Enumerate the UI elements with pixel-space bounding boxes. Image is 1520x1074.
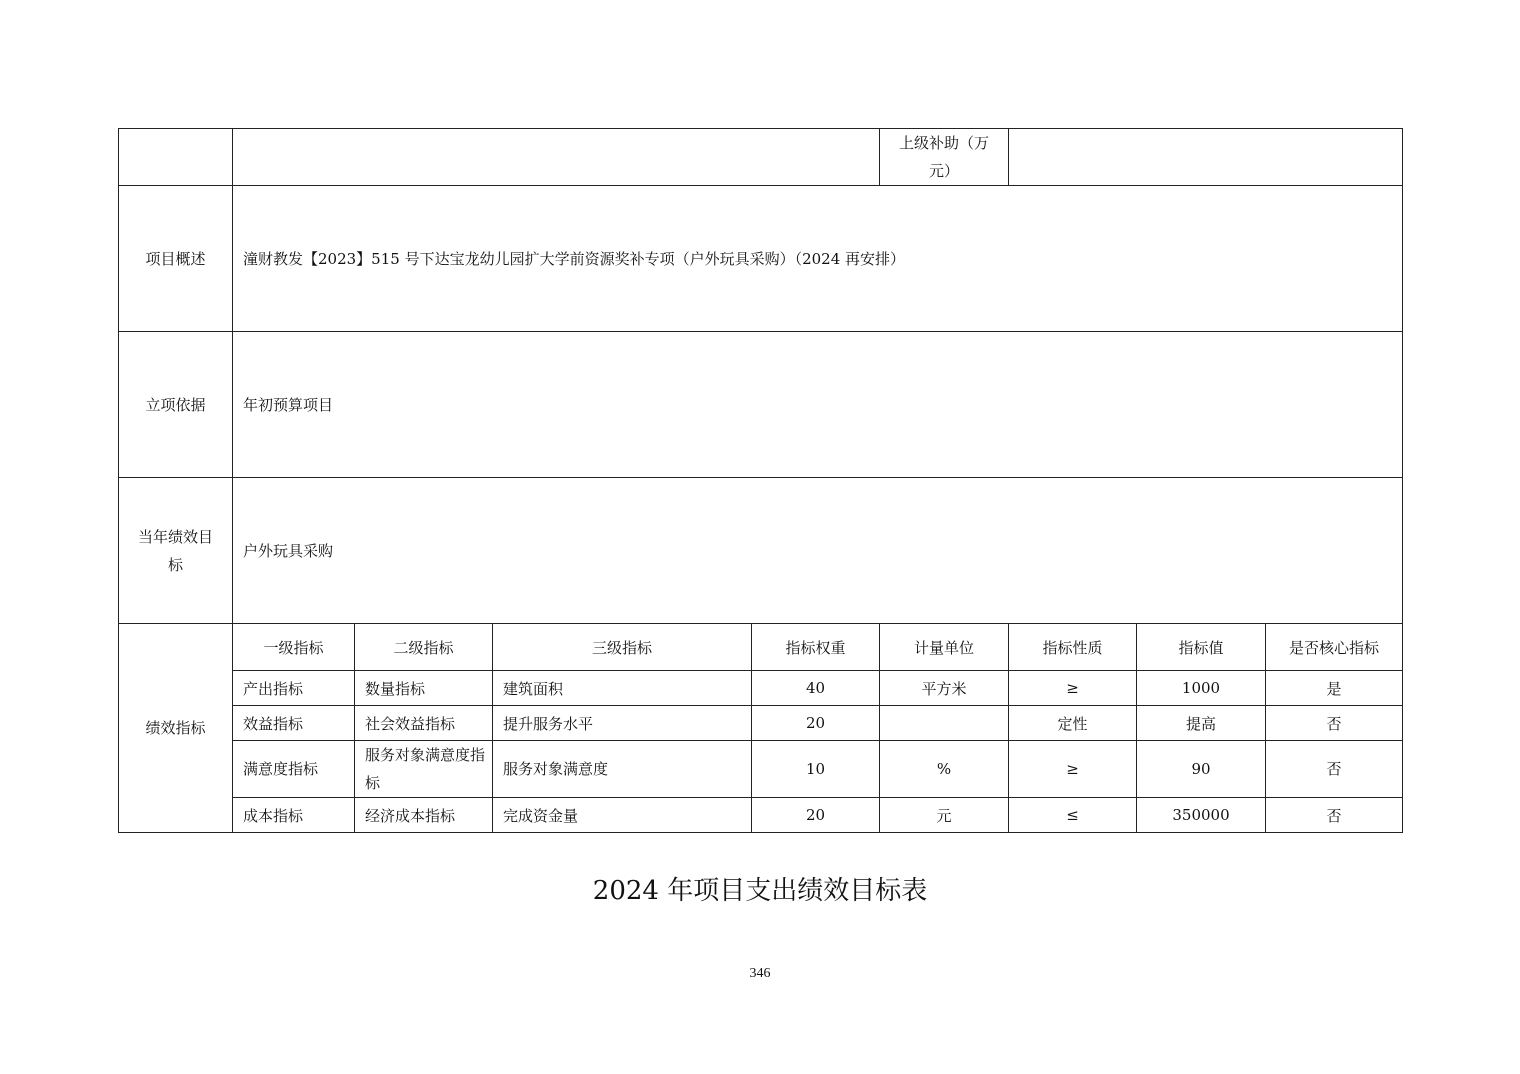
cell-weight: 40 [752, 671, 880, 706]
superior-subsidy-value [1009, 129, 1403, 186]
cell-level2: 服务对象满意度指标 [355, 741, 493, 798]
performance-table [118, 128, 1403, 833]
header-core: 是否核心指标 [1266, 624, 1403, 671]
cell-value: 提高 [1137, 706, 1266, 741]
header-weight: 指标权重 [752, 624, 880, 671]
indicator-header-row [119, 624, 1403, 671]
top-row [119, 129, 1403, 186]
cell-level1: 满意度指标 [233, 741, 355, 798]
table-row [119, 798, 1403, 833]
cell-core: 否 [1266, 706, 1403, 741]
header-level1: 一级指标 [233, 624, 355, 671]
header-level3: 三级指标 [493, 624, 752, 671]
cell-core: 否 [1266, 741, 1403, 798]
indicators-label: 绩效指标 [119, 624, 233, 833]
header-value: 指标值 [1137, 624, 1266, 671]
cell-level2: 经济成本指标 [355, 798, 493, 833]
basis-row [119, 332, 1403, 478]
cell-nature: ≥ [1009, 671, 1137, 706]
header-level2: 二级指标 [355, 624, 493, 671]
cell-level1: 效益指标 [233, 706, 355, 741]
goal-content: 户外玩具采购 [233, 478, 1403, 624]
cell-level2: 社会效益指标 [355, 706, 493, 741]
cell-weight: 20 [752, 798, 880, 833]
cell-unit: % [880, 741, 1009, 798]
table-row [119, 706, 1403, 741]
overview-row [119, 186, 1403, 332]
cell-weight: 20 [752, 706, 880, 741]
top-row-empty-label [119, 129, 233, 186]
superior-subsidy-label: 上级补助（万元） [880, 129, 1009, 186]
basis-content: 年初预算项目 [233, 332, 1403, 478]
cell-nature: ≥ [1009, 741, 1137, 798]
top-row-empty-value [233, 129, 880, 186]
goal-row [119, 478, 1403, 624]
goal-label: 当年绩效目标 [119, 478, 233, 624]
header-nature: 指标性质 [1009, 624, 1137, 671]
cell-unit [880, 706, 1009, 741]
cell-value: 350000 [1137, 798, 1266, 833]
cell-nature: 定性 [1009, 706, 1137, 741]
page-number: 346 [749, 966, 771, 981]
basis-label: 立项依据 [119, 332, 233, 478]
header-unit: 计量单位 [880, 624, 1009, 671]
cell-nature: ≤ [1009, 798, 1137, 833]
cell-level2: 数量指标 [355, 671, 493, 706]
cell-unit: 平方米 [880, 671, 1009, 706]
cell-value: 1000 [1137, 671, 1266, 706]
table-row [119, 741, 1403, 798]
cell-level3: 服务对象满意度 [493, 741, 752, 798]
table-row [119, 671, 1403, 706]
cell-weight: 10 [752, 741, 880, 798]
cell-level3: 完成资金量 [493, 798, 752, 833]
cell-level3: 建筑面积 [493, 671, 752, 706]
cell-core: 是 [1266, 671, 1403, 706]
page-title: 2024 年项目支出绩效目标表 [592, 876, 928, 906]
cell-core: 否 [1266, 798, 1403, 833]
cell-value: 90 [1137, 741, 1266, 798]
cell-unit: 元 [880, 798, 1009, 833]
cell-level1: 成本指标 [233, 798, 355, 833]
cell-level1: 产出指标 [233, 671, 355, 706]
cell-level3: 提升服务水平 [493, 706, 752, 741]
overview-label: 项目概述 [119, 186, 233, 332]
overview-content: 潼财教发【2023】515 号下达宝龙幼儿园扩大学前资源奖补专项（户外玩具采购）（2024 再安排） [233, 186, 1403, 332]
